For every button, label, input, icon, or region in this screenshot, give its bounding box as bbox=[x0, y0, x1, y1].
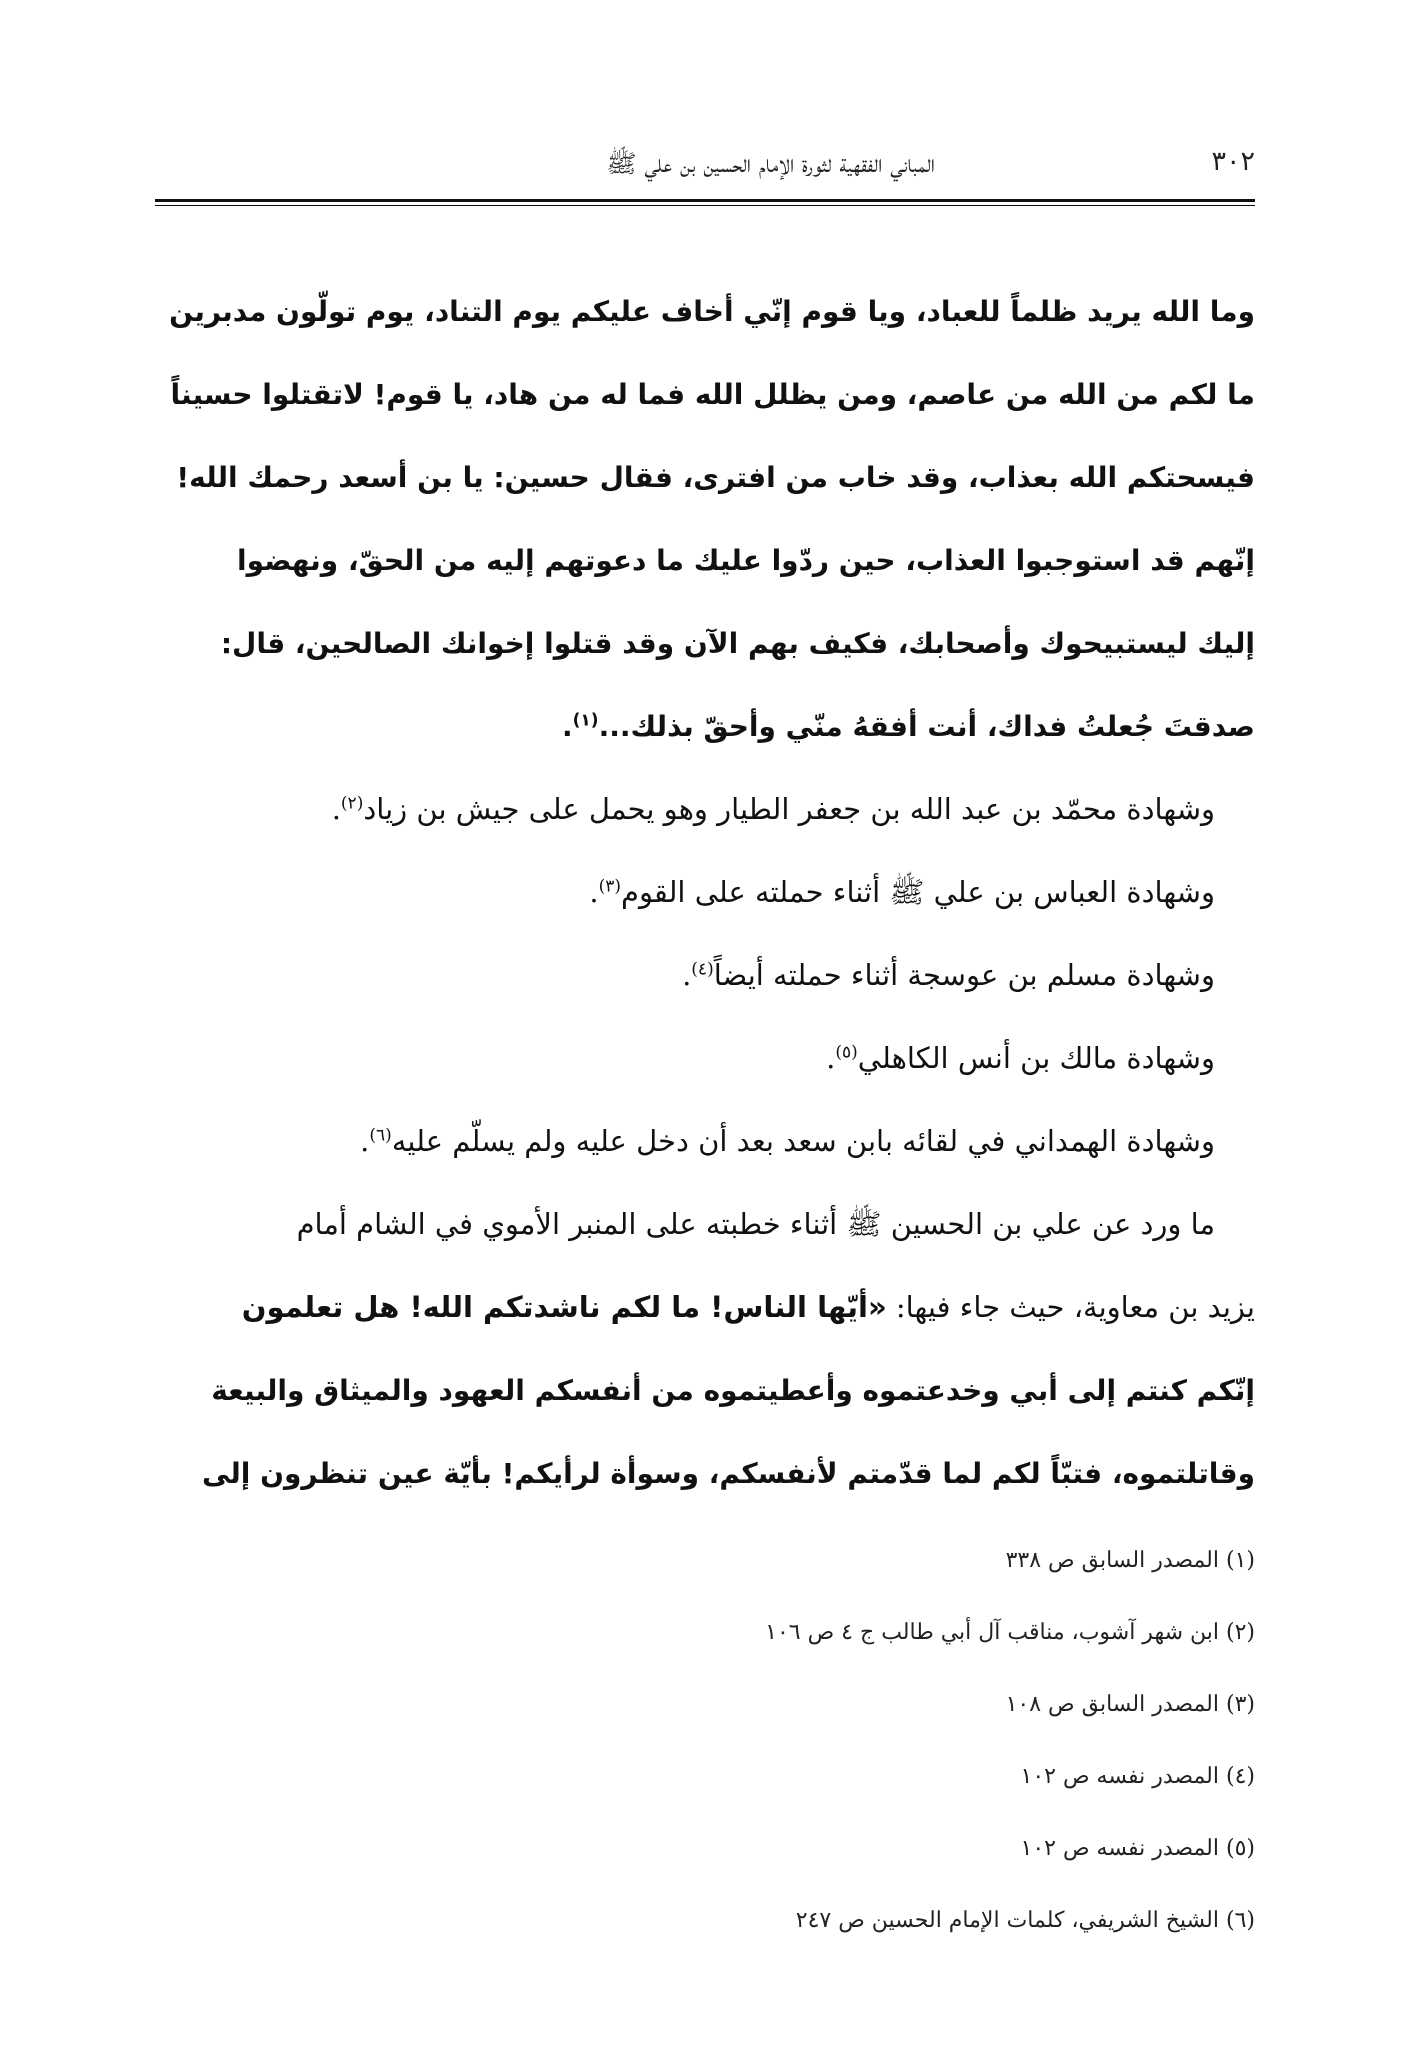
testimony-text: وشهادة الهمداني في لقائه بابن سعد بعد أن دخل عليه ولم يسلّم عليه bbox=[391, 1124, 1215, 1158]
header-rule bbox=[155, 199, 1255, 202]
footnotes bbox=[155, 1525, 1255, 1957]
quote-end-text: صدقتَ جُعلتُ فداك، أنت أفقهُ منّي وأحقّ بذلك... bbox=[598, 710, 1255, 743]
paragraph-line: إنّكم كنتم إلى أبي وخدعتموه وأعطيتموه من أنفسكم العهود والميثاق والبيعة bbox=[211, 1374, 1255, 1407]
footnote-item: (٢) ابن شهر آشوب، مناقب آل أبي طالب ج ٤ ص ١٠٦ bbox=[765, 1620, 1255, 1645]
running-title: المباني الفقهية لثورة الإمام الحسين بن علي ﷺ bbox=[606, 149, 935, 178]
paragraph-line: وما الله يريد ظلماً للعباد، ويا قوم إنّي أخاف عليكم يوم التناد، يوم تولّون مدبرين bbox=[169, 295, 1255, 328]
page-number: ٣٠٢ bbox=[1211, 146, 1255, 177]
paragraph-line bbox=[155, 1266, 1255, 1349]
main-text bbox=[155, 270, 1255, 1515]
header-rule-thin bbox=[155, 205, 1255, 206]
testimony-text: وشهادة العباس بن علي ﷺ أثناء حملته على القوم bbox=[620, 875, 1215, 909]
footnote-marker: (٦) bbox=[369, 1125, 392, 1146]
footnote-marker: (٣) bbox=[598, 876, 621, 897]
sentence-intro: يزيد بن معاوية، حيث جاء فيها: bbox=[895, 1290, 1255, 1324]
footnote-marker: (٥) bbox=[835, 1042, 858, 1063]
footnote-item: (٣) المصدر السابق ص ١٠٨ bbox=[1005, 1692, 1255, 1717]
sermon-quote: «أيّها الناس! ما لكم ناشدتكم الله! هل تعلمون bbox=[241, 1290, 887, 1324]
paragraph-line: ما لكم من الله من عاصم، ومن يظلل الله فما له من هاد، يا قوم! لاتقتلوا حسيناً bbox=[170, 378, 1255, 411]
paragraph-line: إنّهم قد استوجبوا العذاب، حين ردّوا عليك ما دعوتهم إليه من الحقّ، ونهضوا bbox=[237, 544, 1255, 577]
paragraph-line: ما ورد عن علي بن الحسين ﷺ أثناء خطبته على المنبر الأموي في الشام أمام bbox=[296, 1207, 1215, 1241]
footnote-item: (١) المصدر السابق ص ٣٣٨ bbox=[1005, 1548, 1255, 1573]
paragraph-line: وشهادة مسلم بن عوسجة أثناء حملته أيضاً$^{(٤)}$. bbox=[682, 958, 1215, 992]
testimony-text: وشهادة محمّد بن عبد الله بن جعفر الطيار وهو يحمل على جيش بن زياد bbox=[363, 792, 1215, 826]
testimony-text: وشهادة مسلم بن عوسجة أثناء حملته أيضاً bbox=[713, 958, 1215, 992]
paragraph-line: إليك ليستبيحوك وأصحابك، فكيف بهم الآن وقد قتلوا إخوانك الصالحين، قال: bbox=[220, 627, 1255, 660]
running-header bbox=[155, 140, 1255, 190]
footnote-item: (٤) المصدر نفسه ص ١٠٢ bbox=[1020, 1764, 1255, 1789]
paragraph-line: وشهادة العباس بن علي ﷺ أثناء حملته على القوم$^{(٣)}$. bbox=[589, 875, 1215, 909]
paragraph-line: وشهادة محمّد بن عبد الله بن جعفر الطيار وهو يحمل على جيش بن زياد$^{(٢)}$. bbox=[331, 792, 1215, 826]
footnote-marker: (٤) bbox=[691, 959, 714, 980]
footnote-item: (٦) الشيخ الشريفي، كلمات الإمام الحسين ص ٢٤٧ bbox=[795, 1908, 1255, 1933]
paragraph-line: فيسحتكم الله بعذاب، وقد خاب من افترى، فقال حسين: يا بن أسعد رحمك الله! bbox=[176, 461, 1255, 494]
footnote-item: (٥) المصدر نفسه ص ١٠٢ bbox=[1020, 1836, 1255, 1861]
paragraph-line: وشهادة الهمداني في لقائه بابن سعد بعد أن دخل عليه ولم يسلّم عليه$^{(٦)}$. bbox=[360, 1124, 1215, 1158]
footnote-marker: (١) bbox=[572, 710, 599, 731]
paragraph-line: وشهادة مالك بن أنس الكاهلي$^{(٥)}$. bbox=[826, 1041, 1215, 1075]
testimony-text: وشهادة مالك بن أنس الكاهلي bbox=[857, 1041, 1215, 1075]
footnote-marker: (٢) bbox=[340, 793, 364, 814]
paragraph-line: صدقتَ جُعلتُ فداك، أنت أفقهُ منّي وأحقّ بذلك...$^{(١)}$. bbox=[561, 710, 1255, 743]
paragraph-line: وقاتلتموه، فتبّاً لكم لما قدّمتم لأنفسكم، وسوأة لرأيكم! بأيّة عين تنظرون إلى bbox=[201, 1457, 1255, 1490]
